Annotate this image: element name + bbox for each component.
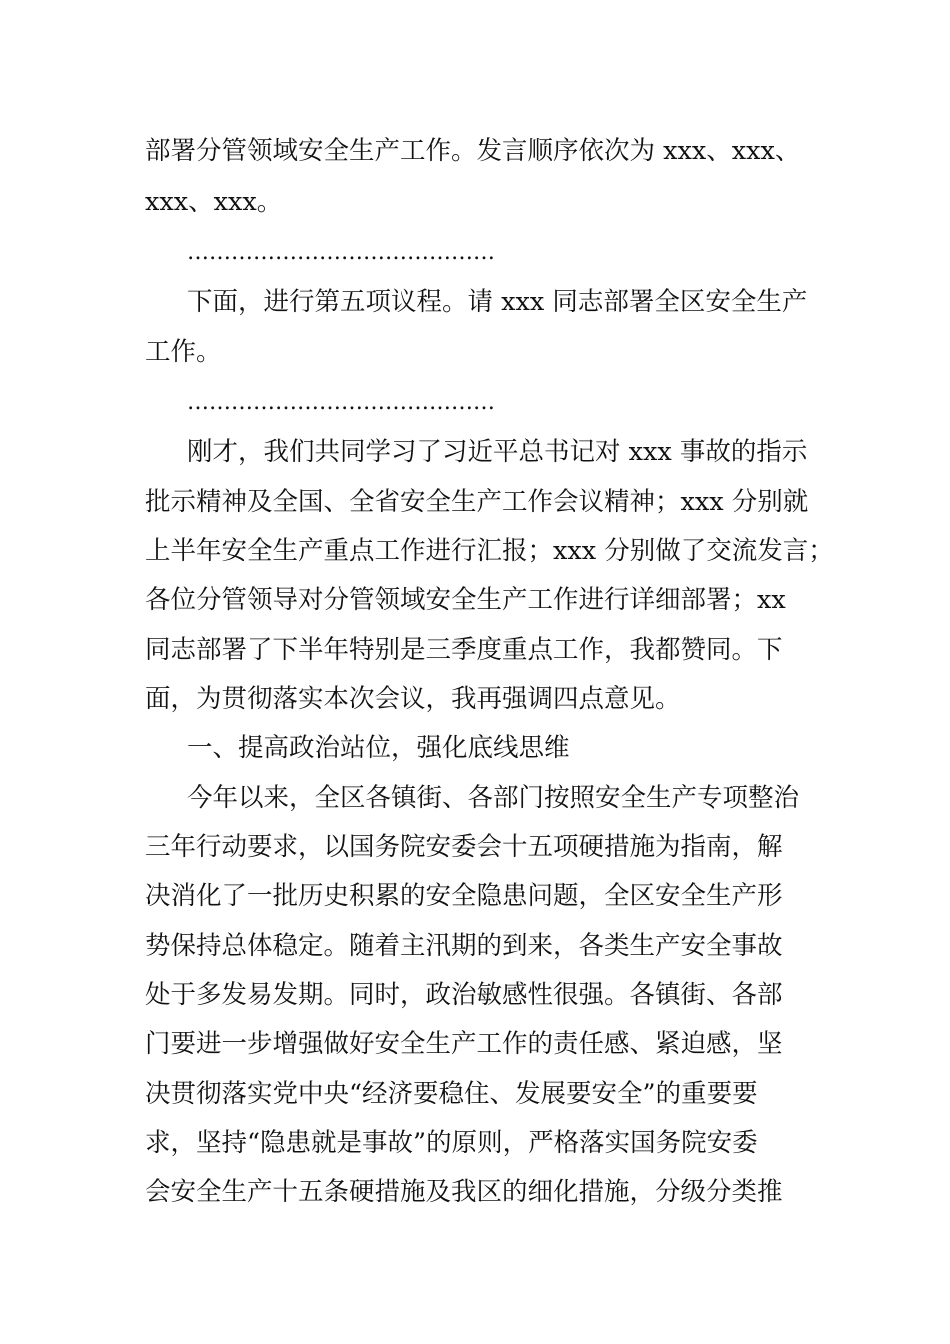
dotted-separator: …………………………………… [187,240,495,265]
text-line: 今年以来，全区各镇街、各部门按照安全生产专项整治 [187,783,800,813]
text-line: 上半年安全生产重点工作进行汇报；xxx 分别做了交流发言； [145,536,834,566]
text-line: xxx、xxx。 [145,187,283,217]
text-line: 部署分管领域安全生产工作。发言顺序依次为 xxx、xxx、 [145,136,801,166]
text-line: 批示精神及全国、全省安全生产工作会议精神；xxx 分别就 [145,487,809,517]
text-line: 决消化了一批历史积累的安全隐患问题，全区安全生产形 [145,881,783,911]
text-line: 各位分管领导对分管领域安全生产工作进行详细部署；xx [145,585,786,615]
text-line: 求，坚持“隐患就是事故”的原则，严格落实国务院安委 [145,1128,758,1158]
text-line: 同志部署了下半年特别是三季度重点工作，我都赞同。下 [145,635,783,665]
section-heading: 一、提高政治站位，强化底线思维 [187,733,570,763]
text-line: 下面，进行第五项议程。请 xxx 同志部署全区安全生产 [187,287,808,317]
text-line: 门要进一步增强做好安全生产工作的责任感、紧迫感，坚 [145,1029,783,1059]
text-line: 刚才，我们共同学习了习近平总书记对 xxx 事故的指示 [187,437,808,467]
text-line: 处于多发易发期。同时，政治敏感性很强。各镇街、各部 [145,980,783,1010]
dotted-separator: …………………………………… [187,390,495,415]
text-line: 势保持总体稳定。随着主汛期的到来，各类生产安全事故 [145,931,783,961]
text-line: 面，为贯彻落实本次会议，我再强调四点意见。 [145,684,681,714]
text-line: 三年行动要求，以国务院安委会十五项硬措施为指南，解 [145,832,783,862]
text-line: 工作。 [145,337,222,367]
text-line: 决贯彻落实党中央“经济要稳住、发展要安全”的重要要 [145,1079,758,1109]
text-line: 会安全生产十五条硬措施及我区的细化措施，分级分类推 [145,1177,783,1207]
